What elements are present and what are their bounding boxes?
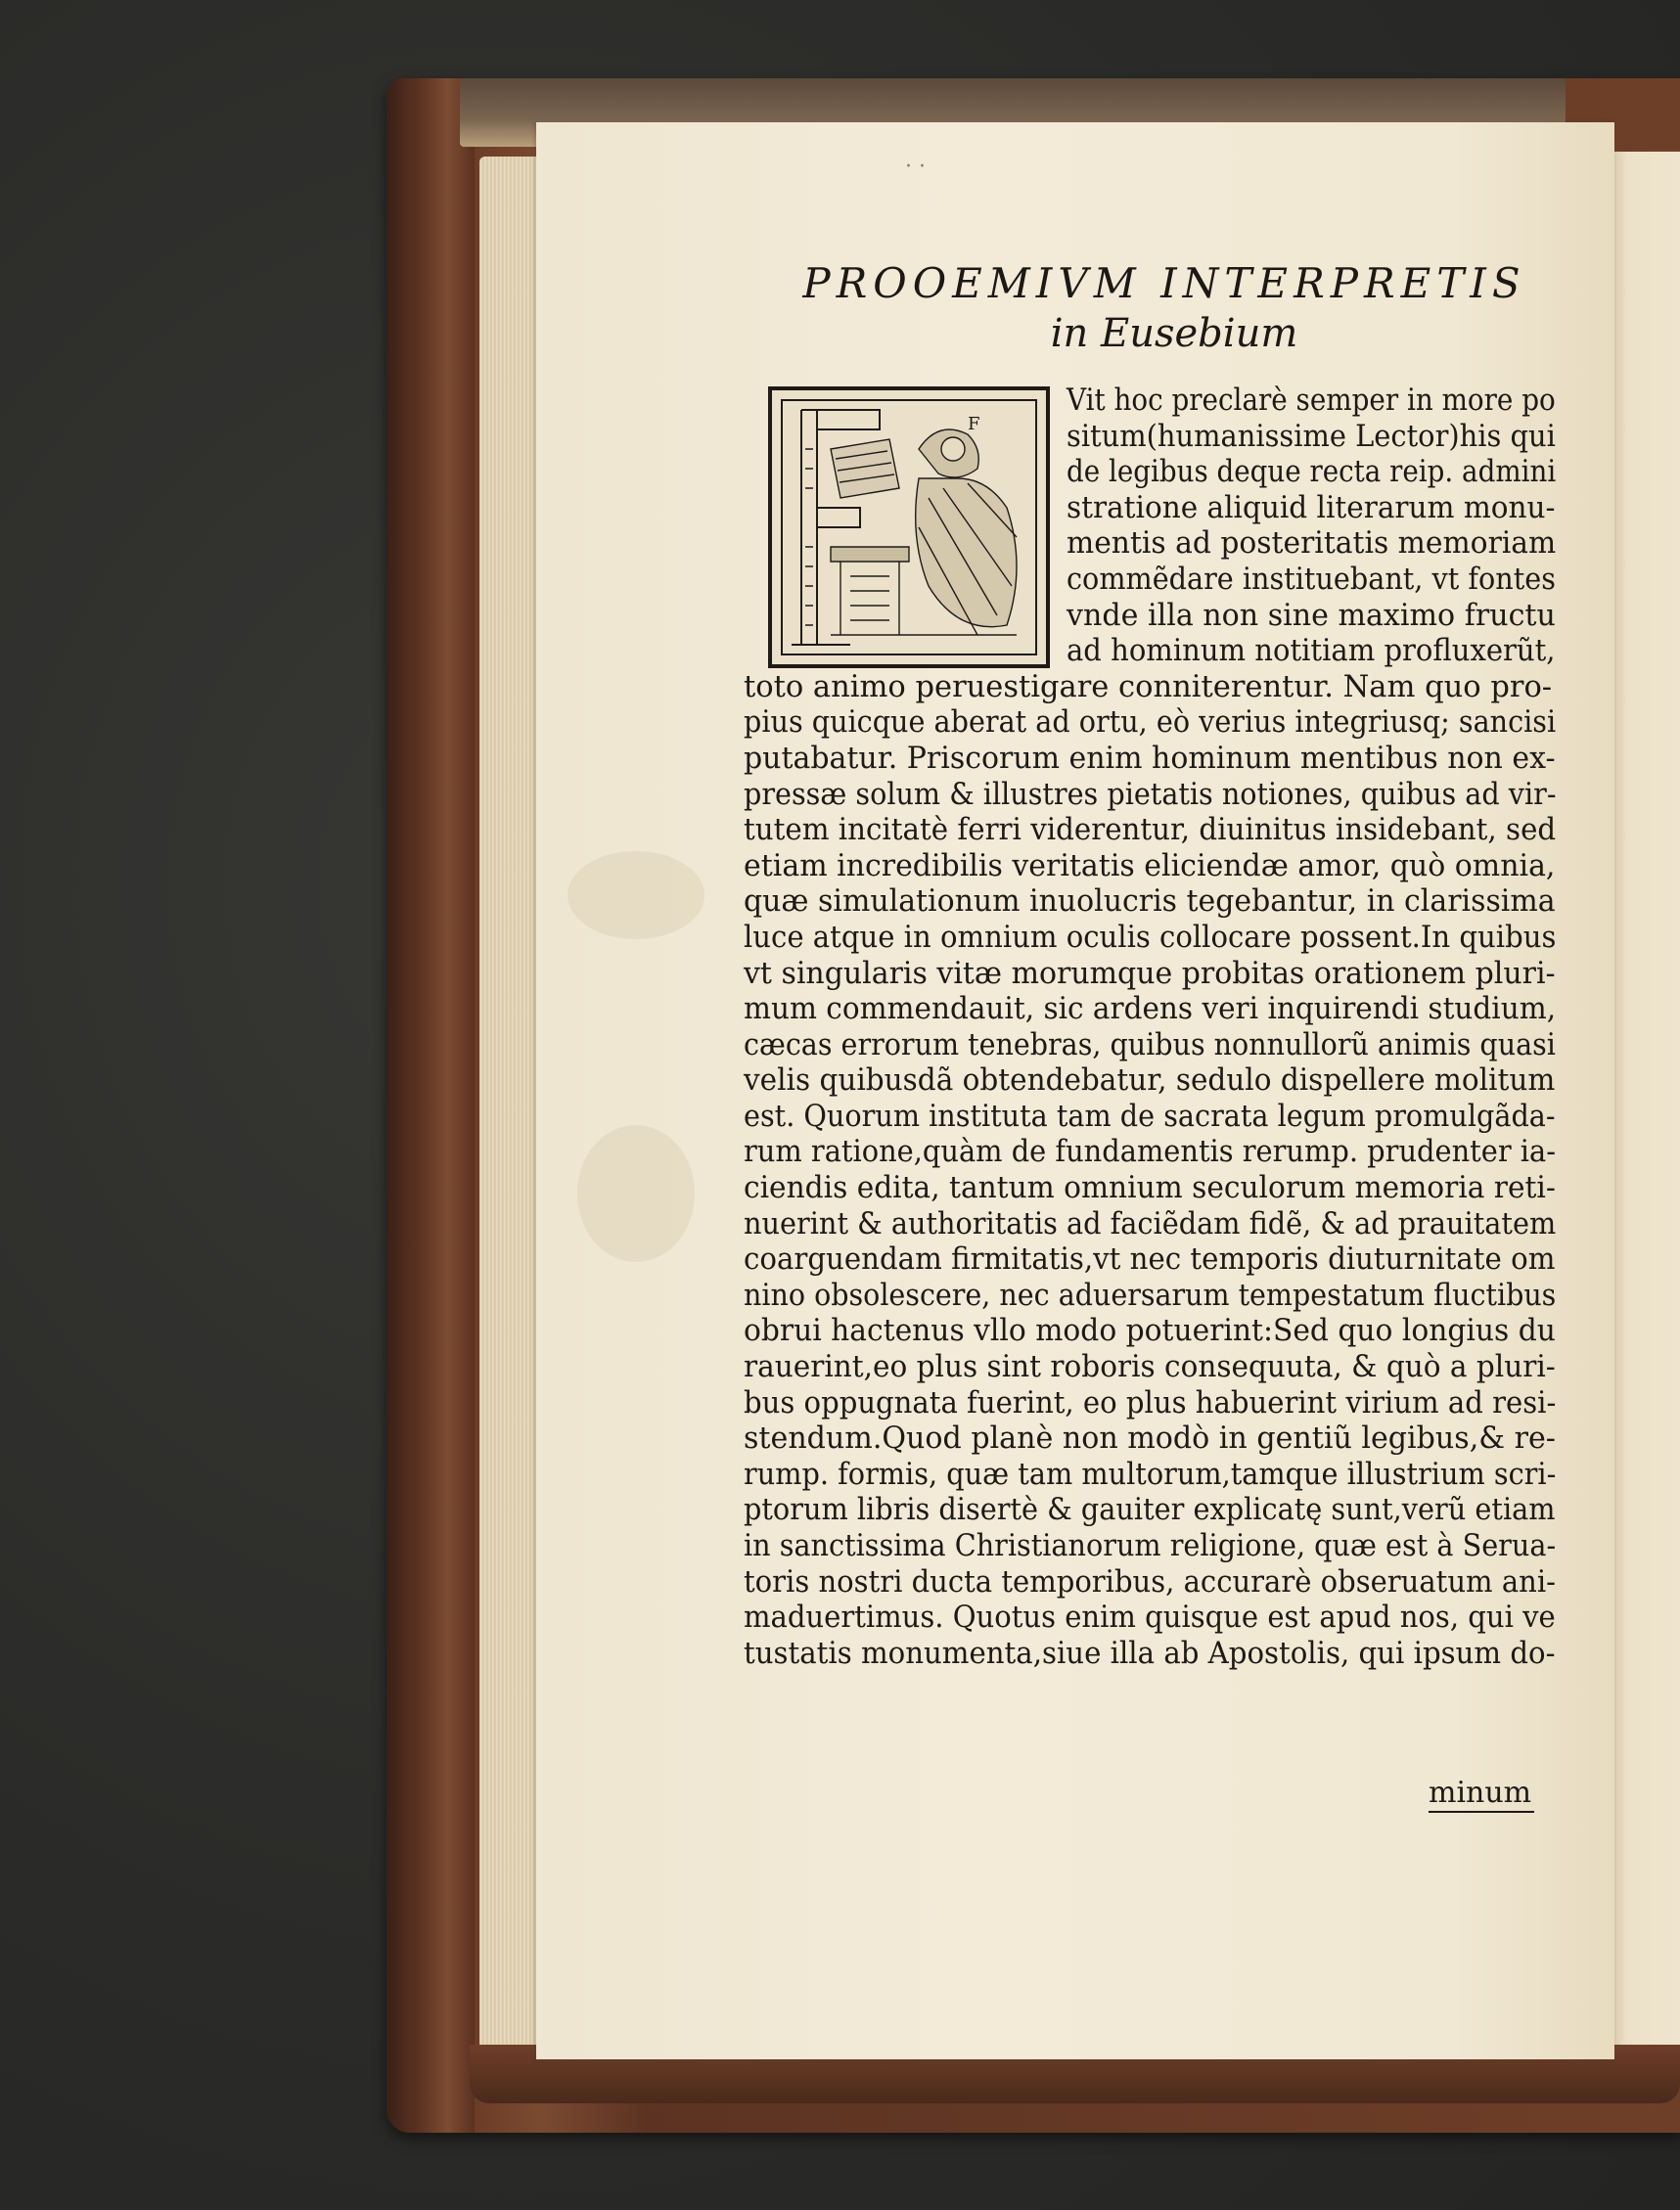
text-line [744, 634, 1556, 670]
text-line-content: bus oppugnata fuerint, eo plus habuerint virium ad resi- [744, 1385, 1557, 1421]
text-line-content: stratione aliquid literarum monu- [1067, 490, 1556, 525]
text-line [744, 420, 1556, 456]
text-line-content: vnde illa non sine maximo fructu [1067, 598, 1556, 633]
text-line [744, 1314, 1556, 1350]
text-line [744, 849, 1556, 885]
text-line-content: maduertimus. Quotus enim quisque est apud nos, qui ve [744, 1601, 1556, 1636]
text-line [744, 921, 1556, 957]
woodcut-initial-letter: F [968, 414, 980, 434]
text-line-content: commẽdare instituebant, vt fontes [1067, 562, 1556, 597]
text-line [744, 1493, 1556, 1529]
text-line [744, 1637, 1556, 1673]
text-line-content: tutem incitatè ferri viderentur, diuinitus insidebant, sed [744, 813, 1557, 848]
text-line [744, 1350, 1556, 1386]
text-line [744, 957, 1556, 993]
text-line-content: nuerint & authoritatis ad faciẽdam fidẽ, & ad prauitatem [744, 1206, 1557, 1241]
text-line-content: mentis ad posteritatis memoriam [1067, 526, 1557, 562]
text-line [744, 1063, 1556, 1100]
text-line-content: in sanctissima Christianorum religione, quæ est à Serua- [744, 1529, 1557, 1563]
running-mark: · · [905, 155, 926, 179]
text-line [744, 1601, 1556, 1637]
text-line [744, 1242, 1556, 1279]
page-stain [577, 1125, 695, 1262]
text-line-content: pius quicque aberat ad ortu, eò verius integriusq; sancisi [744, 705, 1557, 741]
text-line-content: situm(humanissime Lector)his qui [1067, 419, 1556, 454]
text-line-content: Vit hoc preclarè semper in more po [1067, 383, 1556, 418]
text-line-content: cæcas errorum tenebras, quibus nonnullorũ animis quasi [744, 1027, 1556, 1062]
text-line [744, 526, 1556, 563]
text-line-content: pressæ solum & illustres pietatis notiones, quibus ad vir- [744, 777, 1557, 812]
text-line-content: luce atque in omnium oculis collocare possent.In quibus [744, 920, 1557, 955]
text-line [744, 884, 1556, 921]
text-line-content: vt singularis vitæ morumque probitas orationem pluri- [744, 956, 1556, 991]
text-line-content: toris nostri ducta temporibus, accurarè obseruatum ani- [744, 1564, 1556, 1600]
facing-page-edge [1605, 152, 1680, 2059]
text-line-content: obrui hactenus vllo modo potuerint:Sed quo longius du [744, 1314, 1556, 1349]
page-stain [568, 851, 704, 939]
book-spine [386, 78, 475, 2133]
text-line-content: ad hominum notitiam profluxerũt, [1067, 634, 1556, 669]
text-line [744, 1529, 1556, 1565]
text-line [744, 742, 1556, 778]
text-line [744, 455, 1556, 491]
text-line-content: velis quibusdã obtendebatur, sedulo dispellere molitum [744, 1063, 1556, 1099]
text-line-content: stendum.Quod planè non modò in gentiũ legibus,& re- [744, 1421, 1556, 1457]
text-line [744, 491, 1556, 527]
text-line-content: etiam incredibilis veritatis eliciendæ amor, quò omnia, [744, 848, 1556, 883]
text-line-content: est. Quorum instituta tam de sacrata legum promulgãda- [744, 1099, 1556, 1134]
text-line [744, 1028, 1556, 1064]
text-line [744, 1171, 1556, 1207]
text-line-content: ptorum libris disertè & gauiter explicatę sunt,verũ etiam [744, 1493, 1556, 1528]
page-stack-edges [479, 157, 538, 2064]
heading-subtitle: in Eusebium [1050, 311, 1298, 356]
text-line [744, 599, 1556, 635]
text-line [744, 778, 1556, 814]
text-line [744, 1421, 1556, 1458]
heading-title: PROOEMIVM INTERPRETIS [802, 259, 1526, 307]
text-line [744, 705, 1556, 742]
text-line-content: mum commendauit, sic ardens veri inquirendi studium, [744, 992, 1557, 1027]
text-line [744, 813, 1556, 849]
text-line-content: tustatis monumenta,siue illa ab Apostolis, qui ipsum do- [744, 1636, 1556, 1671]
text-line-content: de legibus deque recta reip. admini [1067, 455, 1557, 490]
text-line [744, 1458, 1556, 1494]
text-line [744, 1100, 1556, 1136]
page-heading [773, 259, 1556, 356]
text-line [744, 1565, 1556, 1601]
text-line [744, 563, 1556, 599]
page-body-text [744, 383, 1556, 1672]
text-line-content: coarguendam firmitatis,vt nec temporis diuturnitate om [744, 1242, 1556, 1278]
text-line-content: putabatur. Priscorum enim hominum mentibus non ex- [744, 741, 1556, 776]
text-line-content: ciendis edita, tantum omnium seculorum memoria reti- [744, 1171, 1556, 1206]
text-line [744, 1279, 1556, 1315]
text-line [744, 383, 1556, 420]
text-line [744, 1135, 1556, 1171]
text-line: toto animo peruestigare conniterentur. Nam quo pro- [744, 669, 1553, 704]
text-line-content: nino obsolescere, nec aduersarum tempestatum fluctibus [744, 1278, 1557, 1313]
text-line [744, 992, 1556, 1028]
catchword: minum [1429, 1776, 1532, 1810]
text-line [744, 1207, 1556, 1243]
text-line-content: quæ simulationum inuolucris tegebantur, in clarissima [744, 884, 1556, 920]
text-line-content: rump. formis, quæ tam multorum,tamque illustrium scri- [744, 1457, 1557, 1492]
text-line-content: rum ratione,quàm de fundamentis rerump. prudenter ia- [744, 1135, 1556, 1170]
catchword-rule [1429, 1811, 1534, 1813]
text-line-content: rauerint,eo plus sint roboris consequuta, & quò a pluri- [744, 1350, 1556, 1385]
text-line [744, 1386, 1556, 1422]
